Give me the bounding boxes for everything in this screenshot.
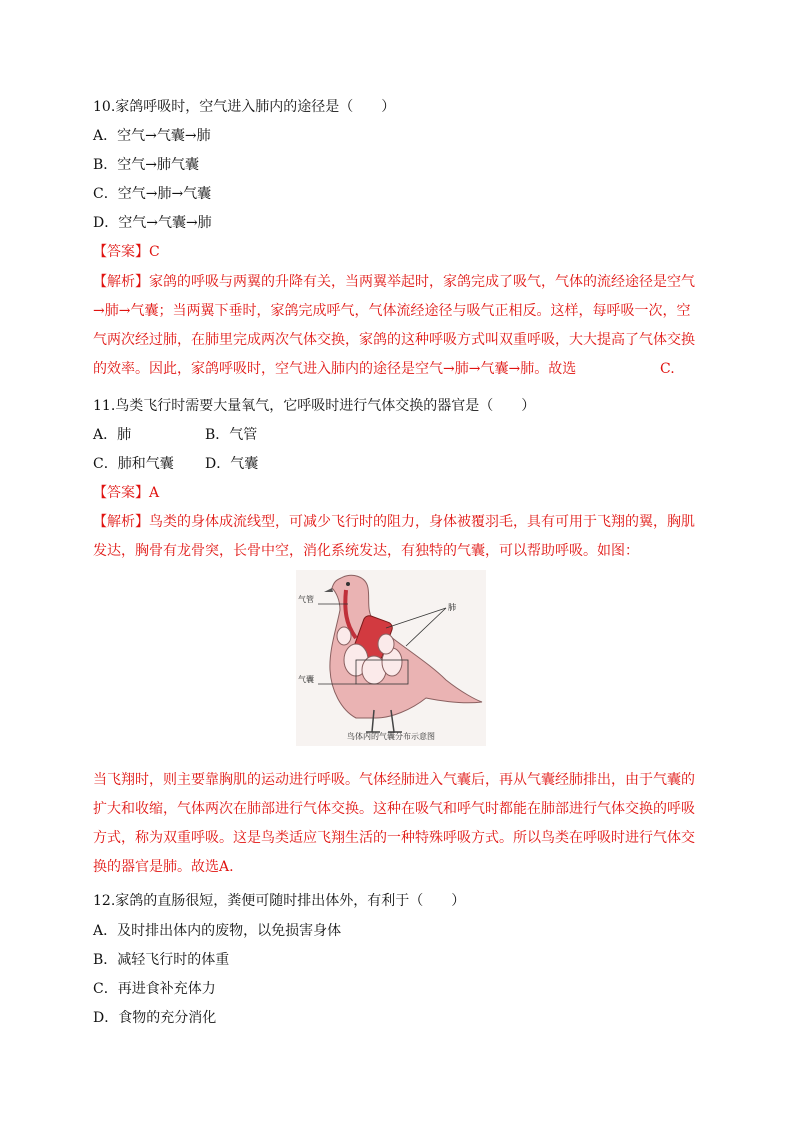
answer-tag: 【答案】: [93, 485, 149, 501]
q10-answer: [93, 242, 160, 262]
analysis-text: 鸟类的身体成流线型，可减少飞行时的阻力，身体被覆羽毛，具有可用于飞翔的翼，胸肌: [149, 514, 695, 530]
q10-stem: 10.家鸽呼吸时，空气进入肺内的途径是（ ）: [93, 99, 396, 115]
q12-option-d: D．食物的充分消化: [93, 1010, 217, 1026]
label-airsac: 气囊: [298, 675, 314, 684]
q11-answer: [93, 483, 159, 503]
bird-airsac-diagram: [296, 570, 486, 746]
answer-tag: 【答案】: [93, 244, 149, 260]
analysis-text: 家鸽的呼吸与两翼的升降有关，当两翼举起时，家鸽完成了吸气，气体的流经途径是空气: [149, 274, 695, 290]
q11-option-b: B．气管: [205, 427, 258, 443]
q11-option-d: D．气囊: [205, 456, 259, 472]
q12-option-b: B．减轻飞行时的体重: [93, 952, 230, 968]
q10-analysis-line-2: →肺→气囊；当两翼下垂时，家鸽完成呼气，气体流经途径与吸气正相反。这样，每呼吸一次，空: [93, 303, 691, 319]
q11-analysis-line-1: [93, 512, 695, 532]
q10-analysis-line-1: [93, 272, 705, 292]
q11-analysis-line-2: 发达，胸骨有龙骨突，长骨中空，消化系统发达，有独特的气囊，可以帮助呼吸。如图：: [93, 543, 639, 559]
q12-stem: 12.家鸽的直肠很短，粪便可随时排出体外，有利于（ ）: [93, 893, 466, 909]
q10-analysis-line-4: 的效率。因此，家鸽呼吸时，空气进入肺内的途径是空气→肺→气囊→肺。故选: [93, 361, 577, 377]
analysis-tag: 【解析】: [93, 274, 149, 290]
figure-caption: 鸟体内的气囊分布示意图: [347, 732, 435, 741]
q10-option-b: B．空气→肺气囊: [93, 157, 200, 173]
q10-analysis-line-3: 气两次经过肺，在肺里完成两次气体交换，家鸽的这种呼吸方式叫双重呼吸，大大提高了气体交换: [93, 332, 695, 348]
q12-option-a: A．及时排出体内的废物，以免损害身体: [93, 923, 342, 939]
eye-icon: [346, 582, 350, 586]
q11-analysis2-line-4: 换的器官是肺。故选A.: [93, 859, 234, 875]
label-trachea: 气管: [298, 595, 314, 604]
q11-analysis2-line-2: 扩大和收缩，气体两次在肺部进行气体交换。这种在吸气和呼气时都能在肺部进行气体交换的呼吸: [93, 801, 695, 817]
q10-option-c: C．空气→肺→气囊: [93, 186, 212, 202]
q10-option-d: D．空气→气囊→肺: [93, 215, 212, 231]
q11-analysis2-line-1: 当飞翔时，则主要靠胸肌的运动进行呼吸。气体经肺进入气囊后，再从气囊经肺排出，由于气囊的: [93, 772, 695, 788]
q11-option-a: A．肺: [93, 427, 132, 443]
q10-analysis-choice: C.: [660, 361, 675, 377]
q12-option-c: C．再进食补充体力: [93, 981, 216, 997]
q11-option-c: C．肺和气囊: [93, 456, 174, 472]
q11-stem: 11.鸟类飞行时需要大量氧气，它呼吸时进行气体交换的器官是（ ）: [93, 398, 536, 414]
q10-option-a: A．空气→气囊→肺: [93, 128, 211, 144]
bird-illustration: [296, 570, 486, 746]
answer-value: A: [149, 485, 160, 501]
answer-value: C: [149, 244, 160, 260]
analysis-tag: 【解析】: [93, 514, 149, 530]
q11-analysis2-line-3: 方式，称为双重呼吸。这是鸟类适应飞翔生活的一种特殊呼吸方式。所以鸟类在呼吸时进行气体交: [93, 830, 695, 846]
label-lung: 肺: [448, 603, 456, 612]
